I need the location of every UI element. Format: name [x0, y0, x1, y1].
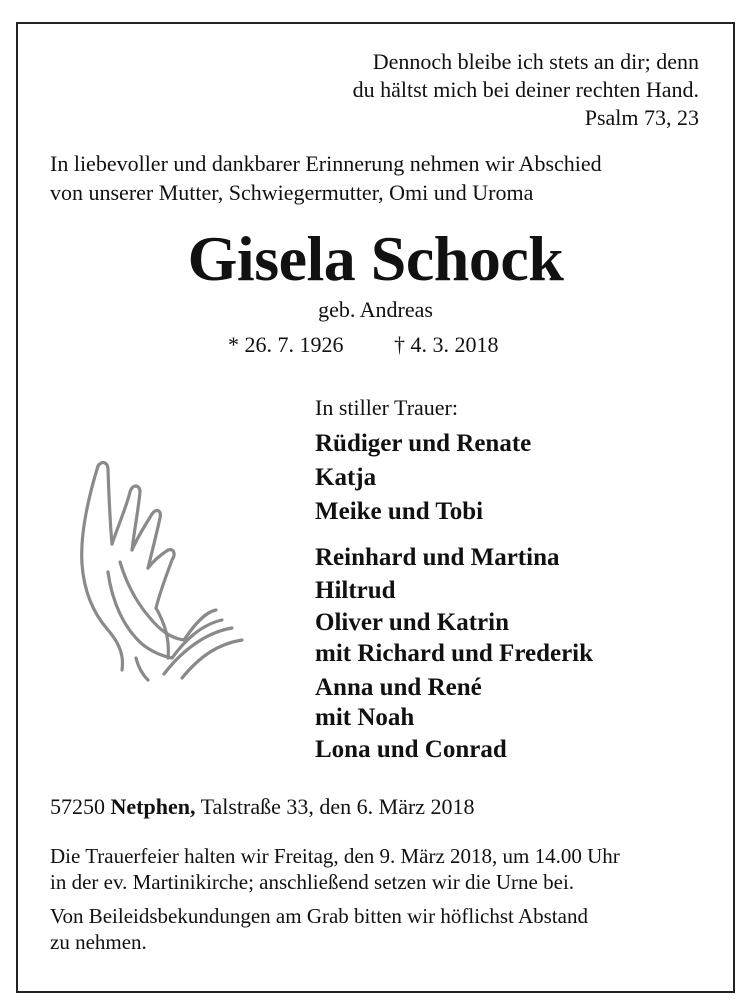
mourner-name: Meike und Tobi: [315, 498, 484, 525]
mourner-name: mit Richard und Frederik: [315, 640, 594, 667]
condolence-note-line-2: zu nehmen.: [50, 930, 147, 954]
deceased-name: Gisela Schock: [187, 223, 564, 294]
mourner-name: mit Noah: [315, 704, 415, 731]
verse-line-1: Dennoch bleibe ich stets an dir; denn: [372, 49, 699, 74]
mourner-name: Lona und Conrad: [315, 736, 507, 763]
address-postcode: 57250: [50, 794, 105, 819]
mourners-heading: In stiller Trauer:: [315, 395, 458, 420]
service-note-line-1: Die Trauerfeier halten wir Freitag, den 9. März 2018, um 14.00 Uhr: [50, 844, 620, 868]
mourner-name: Rüdiger und Renate: [315, 430, 532, 457]
mourner-name: Oliver und Katrin: [315, 609, 510, 636]
death-date: † 4. 3. 2018: [394, 332, 499, 357]
praying-hands-icon: [72, 452, 252, 684]
address-street-date: Talstraße 33, den 6. März 2018: [200, 794, 475, 819]
service-note-line-2: in der ev. Martinikirche; anschließend setzen wir die Urne bei.: [50, 870, 575, 894]
condolence-note-line-1: Von Beileidsbekundungen am Grab bitten wir höflichst Abstand: [50, 904, 588, 928]
verse-line-2: du hältst mich bei deiner rechten Hand.: [352, 77, 699, 102]
mourner-name: Anna und René: [315, 674, 482, 701]
birth-date: * 26. 7. 1926: [228, 332, 344, 357]
mourner-name: Katja: [315, 464, 377, 491]
birth-name: geb. Andreas: [318, 297, 433, 322]
intro-line-2: von unserer Mutter, Schwiegermutter, Omi und Uroma: [50, 180, 534, 205]
verse-reference: Psalm 73, 23: [584, 105, 699, 130]
mourner-name: Reinhard und Martina: [315, 544, 560, 571]
address-town: Netphen,: [110, 794, 196, 819]
address-line: [50, 796, 475, 818]
intro-line-1: In liebevoller und dankbarer Erinnerung nehmen wir Abschied: [50, 151, 602, 176]
mourner-name: Hiltrud: [315, 577, 396, 604]
